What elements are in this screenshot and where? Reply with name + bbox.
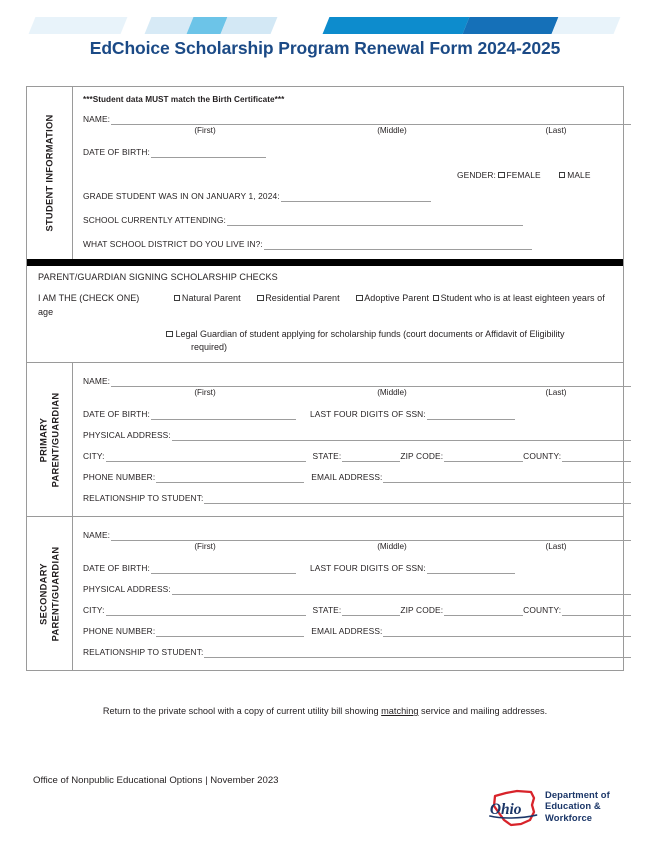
- primary-zip-input[interactable]: [444, 452, 523, 462]
- student-school-field[interactable]: [83, 214, 631, 226]
- student-name-label: NAME:: [83, 114, 111, 124]
- adoptive-parent-label: Adoptive Parent: [364, 293, 430, 303]
- secondary-relationship-label: RELATIONSHIP TO STUDENT:: [83, 647, 204, 657]
- secondary-dob-label: DATE OF BIRTH:: [83, 563, 150, 573]
- primary-state-input[interactable]: [342, 452, 400, 462]
- agency-name: [545, 789, 610, 823]
- secondary-state-label: STATE:: [312, 605, 342, 615]
- secondary-county-input[interactable]: [562, 606, 631, 616]
- secondary-guardian-label-line2: PARENT/GUARDIAN: [49, 546, 60, 641]
- option-legal-guardian[interactable]: [38, 328, 613, 354]
- secondary-guardian-row: [27, 517, 623, 670]
- secondary-address-label: PHYSICAL ADDRESS:: [83, 584, 171, 594]
- student-grade-label: GRADE STUDENT WAS IN ON JANUARY 1, 2024:: [83, 191, 280, 201]
- primary-name-part-last: (Last): [545, 388, 567, 397]
- stripe-segment-7: [552, 17, 621, 34]
- adoptive-parent-checkbox[interactable]: [356, 295, 363, 302]
- secondary-dob-input[interactable]: [151, 564, 296, 574]
- secondary-name-parts: [83, 542, 631, 551]
- primary-name-parts: [83, 388, 631, 397]
- primary-guardian-label-line2: PARENT/GUARDIAN: [49, 392, 60, 487]
- student-information-rotated-label: STUDENT INFORMATION: [43, 114, 54, 232]
- primary-ssn-input[interactable]: [427, 410, 515, 420]
- secondary-name-part-last: (Last): [545, 542, 567, 551]
- gender-female-checkbox[interactable]: [498, 172, 505, 179]
- secondary-state-input[interactable]: [342, 606, 400, 616]
- secondary-ssn-label: LAST FOUR DIGITS OF SSN:: [309, 563, 426, 573]
- primary-relationship-label: RELATIONSHIP TO STUDENT:: [83, 493, 204, 503]
- student-district-label: WHAT SCHOOL DISTRICT DO YOU LIVE IN?:: [83, 239, 263, 249]
- check-one-label: I AM THE (CHECK ONE): [38, 293, 140, 303]
- natural-parent-label: Natural Parent: [181, 293, 241, 303]
- form-table: [26, 86, 624, 671]
- student-district-input[interactable]: [264, 240, 532, 250]
- primary-guardian-rotated-label: [38, 392, 61, 487]
- gender-male-checkbox[interactable]: [559, 172, 566, 179]
- primary-ssn-label: LAST FOUR DIGITS OF SSN:: [309, 409, 426, 419]
- primary-relationship-field[interactable]: [83, 492, 631, 504]
- primary-city-state-zip-county-field[interactable]: [83, 450, 631, 462]
- secondary-email-input[interactable]: [383, 627, 631, 637]
- ohio-script-wordmark-icon: [488, 798, 544, 820]
- student-information-fields: [73, 87, 641, 259]
- student-gender-group[interactable]: [83, 170, 631, 180]
- secondary-guardian-fields: [73, 517, 641, 670]
- primary-name-label: NAME:: [83, 376, 111, 386]
- option-residential-parent[interactable]: [257, 293, 342, 303]
- stripe-segment-6: [463, 17, 559, 34]
- primary-city-label: CITY:: [83, 451, 105, 461]
- primary-dob-ssn-field[interactable]: [83, 408, 631, 420]
- legal-guardian-checkbox[interactable]: [166, 331, 173, 338]
- student-name-field[interactable]: [83, 113, 631, 125]
- signing-section-fields: [27, 266, 623, 362]
- primary-address-label: PHYSICAL ADDRESS:: [83, 430, 171, 440]
- primary-phone-email-field[interactable]: [83, 471, 631, 483]
- signing-section-row: [27, 266, 623, 363]
- ohio-dew-logo: [487, 786, 627, 830]
- stripe-segment-2: [145, 17, 194, 34]
- page-title: EdChoice Scholarship Program Renewal Form 2024-2025: [89, 38, 561, 58]
- student-name-part-last: (Last): [545, 126, 567, 135]
- secondary-guardian-label-line1: SECONDARY: [38, 562, 48, 625]
- secondary-name-part-middle: (Middle): [377, 542, 407, 551]
- signing-section-title: PARENT/GUARDIAN SIGNING SCHOLARSHIP CHECKS: [38, 272, 278, 282]
- natural-parent-checkbox[interactable]: [174, 295, 181, 302]
- secondary-relationship-field[interactable]: [83, 646, 631, 658]
- student-grade-field[interactable]: [83, 190, 631, 202]
- secondary-name-input[interactable]: [111, 531, 631, 541]
- secondary-phone-input[interactable]: [156, 627, 304, 637]
- header-decorative-stripe: [0, 17, 650, 34]
- primary-name-part-middle: (Middle): [377, 388, 407, 397]
- office-footer-line: Office of Nonpublic Educational Options | November 2023: [33, 775, 279, 786]
- secondary-dob-ssn-field[interactable]: [83, 562, 631, 574]
- primary-name-field[interactable]: [83, 375, 631, 387]
- student-dob-label: DATE OF BIRTH:: [83, 147, 150, 157]
- stripe-segment-1: [29, 17, 128, 34]
- option-natural-parent[interactable]: [174, 293, 243, 303]
- primary-guardian-label-cell: [27, 363, 73, 516]
- birth-certificate-note: ***Student data MUST match the Birth Certificate***: [83, 95, 285, 104]
- secondary-guardian-rotated-label: [38, 546, 61, 641]
- return-instructions-part2: service and mailing addresses.: [418, 706, 548, 716]
- secondary-zip-input[interactable]: [444, 606, 523, 616]
- secondary-address-field[interactable]: [83, 583, 631, 595]
- gender-female-label: FEMALE: [506, 170, 541, 180]
- secondary-name-part-first: (First): [194, 542, 216, 551]
- stripe-segment-5: [323, 17, 470, 34]
- primary-city-input[interactable]: [106, 452, 306, 462]
- primary-zip-label: ZIP CODE:: [400, 451, 444, 461]
- agency-name-line2: Education &: [545, 800, 601, 812]
- student-name-part-first: (First): [194, 126, 216, 135]
- secondary-guardian-label-cell: [27, 517, 73, 670]
- primary-county-input[interactable]: [562, 452, 631, 462]
- student-district-field[interactable]: [83, 238, 631, 250]
- student-name-input[interactable]: [111, 115, 631, 125]
- primary-guardian-row: [27, 363, 623, 517]
- secondary-city-state-zip-county-field[interactable]: [83, 604, 631, 616]
- primary-phone-input[interactable]: [156, 473, 304, 483]
- secondary-ssn-input[interactable]: [427, 564, 515, 574]
- primary-name-part-first: (First): [194, 388, 216, 397]
- student-dob-field[interactable]: [83, 146, 631, 158]
- adult-student-label: Student who is at least eighteen years of age: [38, 293, 605, 317]
- secondary-city-label: CITY:: [83, 605, 105, 615]
- svg-text:Ohio: Ohio: [489, 801, 522, 819]
- option-adoptive-parent[interactable]: [356, 293, 431, 303]
- return-instructions-underlined: matching: [381, 706, 419, 716]
- secondary-relationship-input[interactable]: [204, 648, 631, 658]
- primary-guardian-fields: [73, 363, 641, 516]
- primary-state-label: STATE:: [312, 451, 342, 461]
- section-divider-bar: [27, 259, 623, 266]
- primary-guardian-label-line1: PRIMARY: [38, 417, 48, 462]
- primary-county-label: COUNTY:: [523, 451, 562, 461]
- legal-guardian-label-continued: required): [191, 342, 228, 352]
- secondary-county-label: COUNTY:: [523, 605, 562, 615]
- primary-email-input[interactable]: [383, 473, 631, 483]
- primary-email-label: EMAIL ADDRESS:: [311, 472, 383, 482]
- signing-options-group[interactable]: [38, 292, 613, 319]
- primary-dob-input[interactable]: [151, 410, 296, 420]
- student-school-input[interactable]: [227, 216, 523, 226]
- agency-name-line3: Workforce: [545, 811, 593, 823]
- primary-name-input[interactable]: [111, 377, 631, 387]
- student-information-row: [27, 87, 623, 259]
- primary-dob-label: DATE OF BIRTH:: [83, 409, 150, 419]
- secondary-name-label: NAME:: [83, 530, 111, 540]
- adult-student-checkbox[interactable]: [433, 295, 440, 302]
- gender-male-label: MALE: [567, 170, 591, 180]
- student-grade-input[interactable]: [281, 192, 431, 202]
- secondary-zip-label: ZIP CODE:: [400, 605, 444, 615]
- primary-phone-label: PHONE NUMBER:: [83, 472, 156, 482]
- student-name-parts: [83, 126, 631, 135]
- secondary-phone-email-field[interactable]: [83, 625, 631, 637]
- secondary-email-label: EMAIL ADDRESS:: [311, 626, 383, 636]
- return-instructions: [95, 703, 555, 719]
- student-school-label: SCHOOL CURRENTLY ATTENDING:: [83, 215, 226, 225]
- primary-address-input[interactable]: [172, 431, 631, 441]
- legal-guardian-label: Legal Guardian of student applying for scholarship funds (court documents or Affidavit of Eligibility: [175, 329, 565, 339]
- student-name-part-middle: (Middle): [377, 126, 407, 135]
- primary-relationship-input[interactable]: [204, 494, 631, 504]
- secondary-city-input[interactable]: [106, 606, 306, 616]
- residential-parent-checkbox[interactable]: [257, 295, 264, 302]
- primary-address-field[interactable]: [83, 429, 631, 441]
- agency-name-line1: Department of: [545, 789, 610, 800]
- residential-parent-label: Residential Parent: [265, 293, 340, 303]
- secondary-name-field[interactable]: [83, 529, 631, 541]
- student-information-label-cell: [27, 87, 73, 259]
- student-dob-input[interactable]: [151, 148, 266, 158]
- return-instructions-part1: Return to the private school with a copy of current utility bill showing: [102, 706, 382, 716]
- student-gender-label: GENDER:: [457, 170, 496, 180]
- secondary-address-input[interactable]: [172, 585, 631, 595]
- secondary-phone-label: PHONE NUMBER:: [83, 626, 156, 636]
- stripe-segment-4: [221, 17, 278, 34]
